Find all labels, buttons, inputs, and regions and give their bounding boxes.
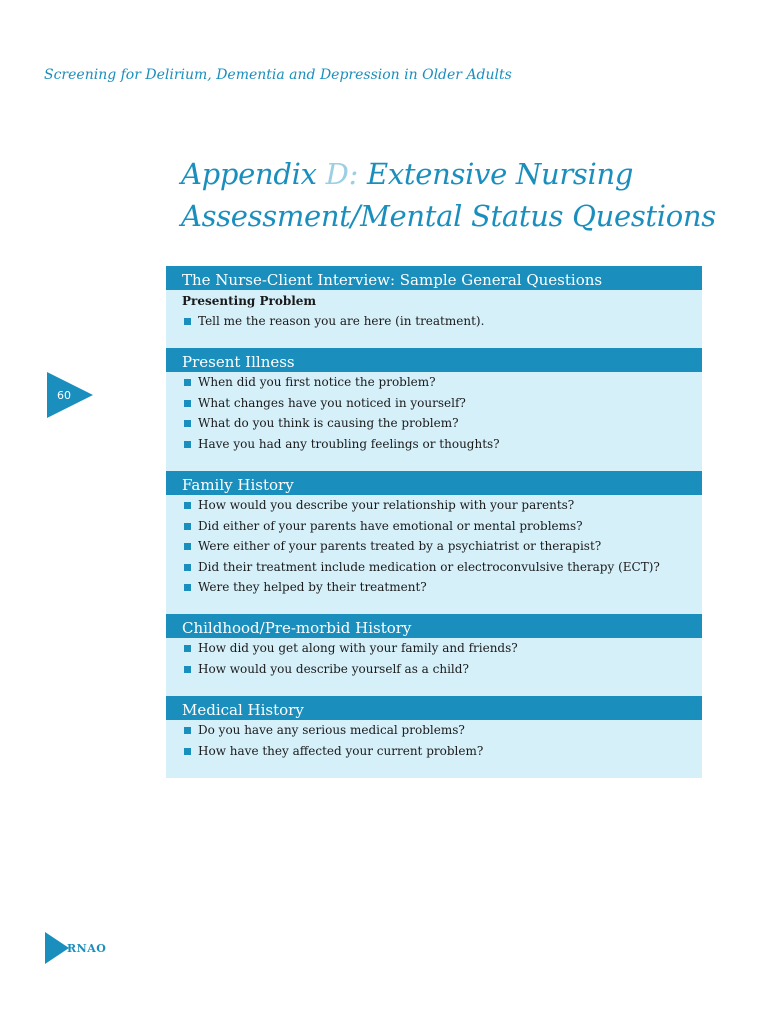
- square-bullet-icon: [184, 564, 191, 571]
- section-present-illness: [166, 348, 702, 454]
- square-bullet-icon: [184, 748, 191, 755]
- list-item: [166, 577, 702, 598]
- list-item: [166, 311, 702, 332]
- section-medical-history: [166, 696, 702, 761]
- list-item: [166, 516, 702, 537]
- section-general-questions: [166, 266, 702, 332]
- question-text: Were they helped by their treatment?: [198, 580, 427, 595]
- list-item: [166, 413, 702, 434]
- square-bullet-icon: [184, 727, 191, 734]
- question-text: What do you think is causing the problem?: [198, 416, 459, 431]
- title-part1: Appendix: [181, 157, 326, 191]
- question-text: How would you describe your relationship with your parents?: [198, 498, 575, 512]
- square-bullet-icon: [184, 441, 191, 448]
- question-text: What changes have you noticed in yourself?: [198, 395, 466, 410]
- title-appendix-letter: D:: [325, 157, 359, 191]
- square-bullet-icon: [184, 645, 191, 652]
- square-bullet-icon: [184, 502, 191, 509]
- question-list: [166, 638, 702, 679]
- running-header: Screening for Delirium, Dementia and Depression in Older Adults: [44, 67, 512, 83]
- title-part2: Extensive Nursing: [358, 157, 634, 191]
- section-subheading: Presenting Problem: [182, 294, 317, 308]
- section-heading: The Nurse-Client Interview: Sample General Questions: [166, 266, 702, 290]
- square-bullet-icon: [184, 543, 191, 550]
- square-bullet-icon: [184, 420, 191, 427]
- question-text: Do you have any serious medical problems?: [198, 723, 465, 737]
- section-heading: Present Illness: [166, 348, 702, 372]
- question-list: [166, 372, 702, 454]
- list-item: [166, 659, 702, 680]
- list-item: [166, 372, 702, 393]
- question-text: How have they affected your current problem?: [198, 743, 484, 758]
- question-text: Were either of your parents treated by a psychiatrist or therapist?: [198, 539, 602, 554]
- list-item: [166, 495, 702, 516]
- square-bullet-icon: [184, 523, 191, 530]
- list-item: [166, 741, 702, 762]
- question-text: How did you get along with your family and friends?: [198, 641, 518, 655]
- page-number: 60: [57, 389, 71, 402]
- section-family-history: [166, 471, 702, 598]
- title-line2: Assessment/Mental Status Questions: [181, 199, 716, 233]
- square-bullet-icon: [184, 400, 191, 407]
- questions-panel: [166, 266, 702, 778]
- list-item: [166, 638, 702, 659]
- square-bullet-icon: [184, 666, 191, 673]
- list-item: [166, 393, 702, 414]
- list-item: [166, 720, 702, 741]
- square-bullet-icon: [184, 379, 191, 386]
- square-bullet-icon: [184, 584, 191, 591]
- list-item: [166, 434, 702, 455]
- question-text: Tell me the reason you are here (in treatment).: [198, 314, 485, 328]
- question-text: When did you first notice the problem?: [198, 375, 436, 389]
- section-heading: Family History: [166, 471, 702, 495]
- list-item: [166, 536, 702, 557]
- question-text: Have you had any troubling feelings or thoughts?: [198, 436, 500, 451]
- list-item: [166, 557, 702, 578]
- section-heading: Childhood/Pre-morbid History: [166, 614, 702, 638]
- logo-text: RNAO: [67, 942, 107, 955]
- question-list: [166, 720, 702, 761]
- question-list: [166, 495, 702, 598]
- section-childhood-history: [166, 614, 702, 679]
- rnao-logo: [45, 932, 115, 964]
- section-heading: Medical History: [166, 696, 702, 720]
- question-text: Did either of your parents have emotional or mental problems?: [198, 518, 583, 533]
- question-text: How would you describe yourself as a child?: [198, 661, 469, 676]
- square-bullet-icon: [184, 318, 191, 325]
- question-text: Did their treatment include medication or electroconvulsive therapy (ECT)?: [198, 559, 660, 574]
- question-list: [166, 311, 702, 332]
- page-title: [181, 153, 716, 237]
